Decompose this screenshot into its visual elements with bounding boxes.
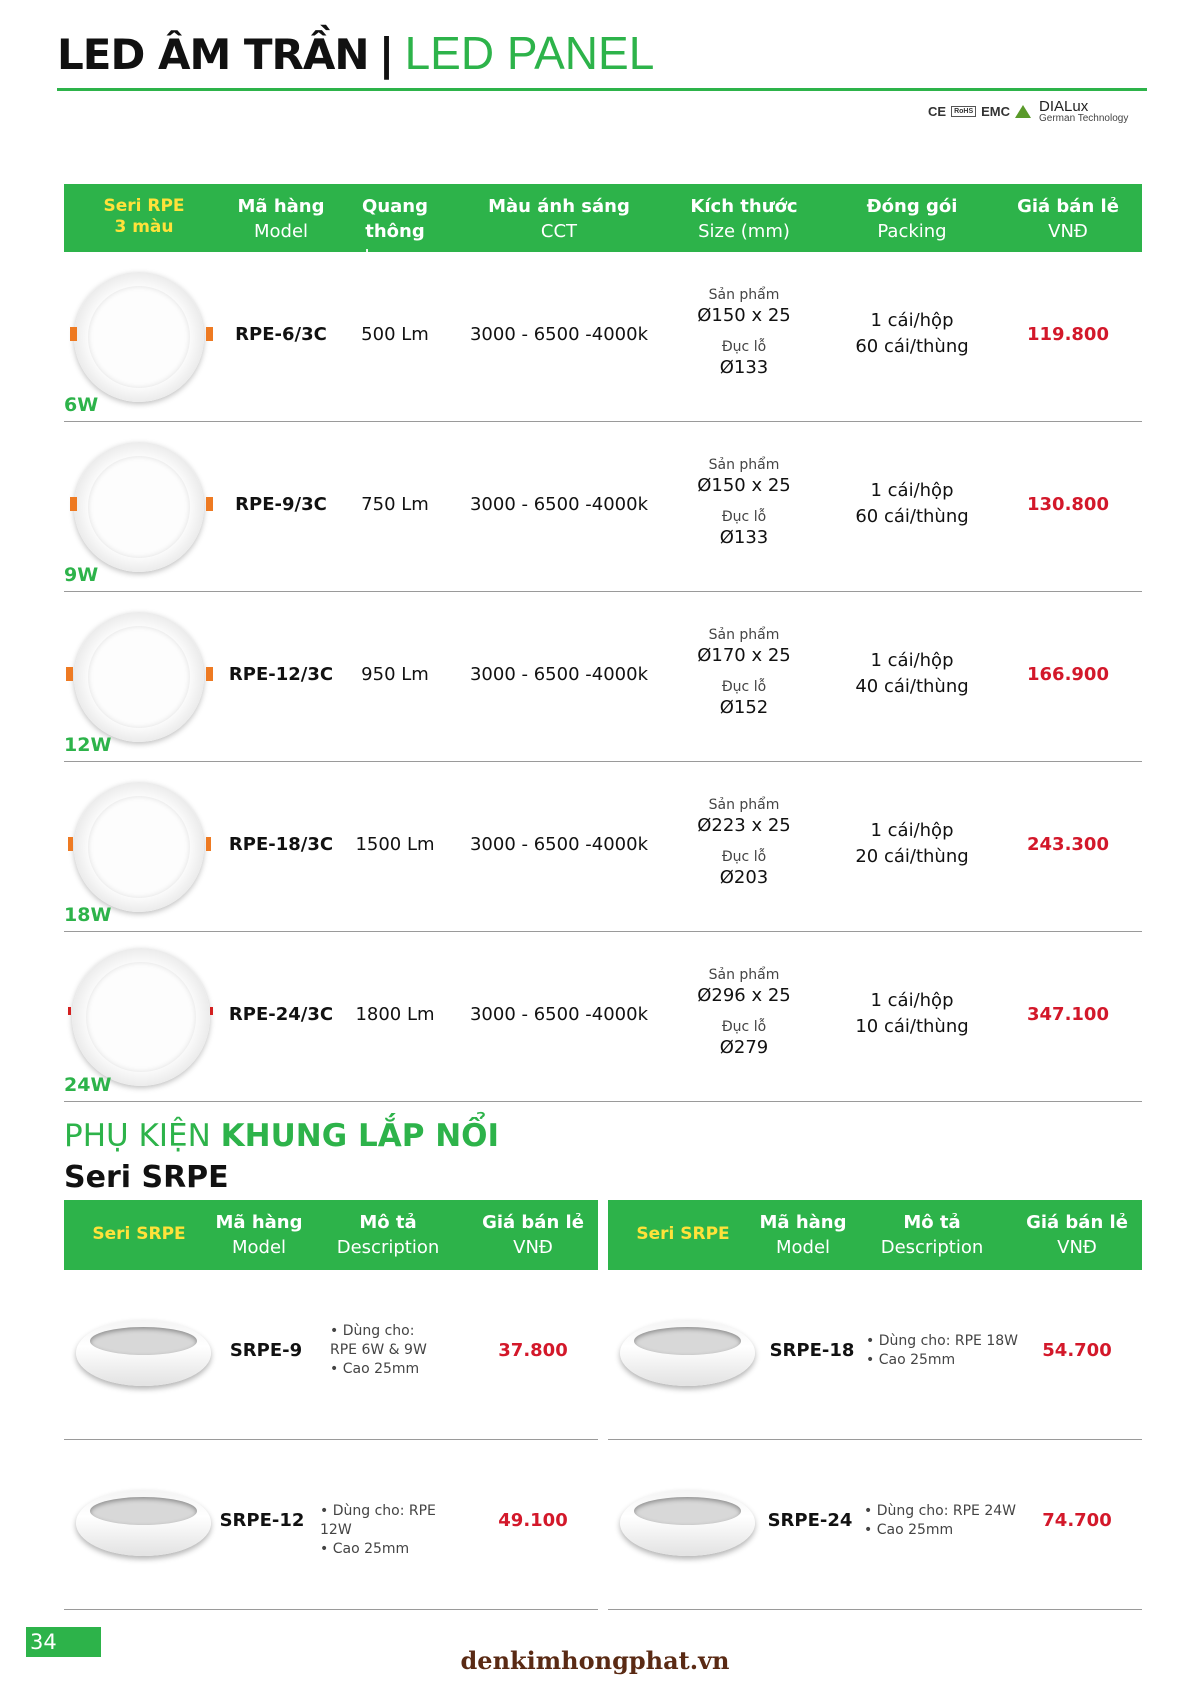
- packing-box: 1 cái/hộp: [870, 650, 954, 671]
- surface-frame-image: [76, 1320, 211, 1386]
- acc-header-series: [64, 1222, 214, 1247]
- recycle-icon: [1015, 105, 1031, 118]
- acc-header-price-l1: Giá bán lẻ: [1026, 1212, 1128, 1233]
- dialux-tagline: German Technology: [1039, 112, 1129, 124]
- row-divider: [608, 1609, 1142, 1610]
- packing-block: [832, 988, 992, 1040]
- header-model-l2: Model: [253, 221, 309, 242]
- packing-box: 1 cái/hộp: [870, 990, 954, 1011]
- lumen-value: 1800 Lm: [355, 1004, 435, 1025]
- rohs-logo: RoHS: [951, 106, 976, 117]
- surface-frame-image: [620, 1490, 755, 1556]
- acc-header-model-l1: Mã hàng: [759, 1212, 847, 1233]
- acc-header-model: [748, 1210, 858, 1260]
- ce-logo: CE: [928, 103, 947, 119]
- accessory-price: 54.700: [1042, 1340, 1112, 1361]
- table-header: [64, 184, 1142, 267]
- acc-header-desc-l1: Mô tả: [359, 1212, 417, 1233]
- retail-price: 166.900: [1027, 664, 1109, 685]
- spring-clip: [206, 837, 211, 851]
- model-code: RPE-24/3C: [228, 1004, 334, 1025]
- model-code: RPE-9/3C: [235, 494, 327, 515]
- cct-value: 3000 - 6500 -4000k: [469, 494, 648, 515]
- retail-price: 347.100: [1027, 1004, 1109, 1025]
- size-label: Sản phẩm: [708, 287, 780, 303]
- hole-value: Ø279: [719, 1037, 769, 1058]
- desc-line: RPE 6W & 9W: [330, 1342, 427, 1358]
- packing-carton: 60 cái/thùng: [855, 506, 969, 527]
- header-packing: [832, 194, 992, 244]
- wattage-label: 9W: [64, 564, 99, 586]
- header-lumen-l1: Quang thông: [362, 196, 428, 242]
- header-series-l2: 3 màu: [114, 217, 174, 237]
- packing-box: 1 cái/hộp: [870, 310, 954, 331]
- lumen-value: 750 Lm: [361, 494, 429, 515]
- acc-header-model-l1: Mã hàng: [215, 1212, 303, 1233]
- accessory-header-right: [608, 1200, 1142, 1270]
- table-row: [64, 762, 1142, 932]
- acc-header-series-l1: Seri SRPE: [636, 1224, 730, 1244]
- spring-clip: [206, 667, 213, 681]
- accessory-row: [608, 1270, 1142, 1440]
- acc-header-price-l1: Giá bán lẻ: [482, 1212, 584, 1233]
- header-cct-l2: CCT: [540, 221, 578, 242]
- accessory-description: [320, 1502, 470, 1559]
- accessory-price: 49.100: [498, 1510, 568, 1531]
- packing-box: 1 cái/hộp: [870, 480, 954, 501]
- cct-value: 3000 - 6500 -4000k: [469, 834, 648, 855]
- certification-logos: [928, 96, 1150, 126]
- acc-header-desc: [318, 1210, 458, 1260]
- accessory-description: [864, 1502, 1024, 1540]
- lumen-value: 950 Lm: [361, 664, 429, 685]
- retail-price: 130.800: [1027, 494, 1109, 515]
- hole-value: Ø203: [719, 867, 769, 888]
- packing-block: [832, 648, 992, 700]
- wattage-label: 6W: [64, 394, 99, 416]
- accessory-row: [64, 1440, 598, 1610]
- spring-clip: [70, 327, 77, 341]
- spring-clip: [210, 1007, 213, 1015]
- accessory-row: [64, 1270, 598, 1440]
- acc-header-price-l2: VNĐ: [513, 1237, 553, 1258]
- accessory-model: SRPE-24: [767, 1510, 853, 1531]
- cct-value: 3000 - 6500 -4000k: [469, 324, 648, 345]
- desc-line: • Cao 25mm: [864, 1522, 954, 1538]
- size-label: Sản phẩm: [708, 627, 780, 643]
- packing-block: [832, 478, 992, 530]
- header-cct-l1: Màu ánh sáng: [488, 196, 630, 217]
- dialux-name: DIALux: [1039, 97, 1089, 115]
- desc-line: • Dùng cho: RPE 24W: [864, 1503, 1016, 1519]
- desc-line: • Dùng cho: RPE 12W: [320, 1503, 436, 1538]
- packing-box: 1 cái/hộp: [870, 820, 954, 841]
- hole-label: Đục lỗ: [721, 509, 767, 525]
- acc-header-price-l2: VNĐ: [1057, 1237, 1097, 1258]
- acc-header-desc-l2: Description: [880, 1237, 984, 1258]
- spring-clip: [70, 497, 77, 511]
- dialux-logo: [1039, 99, 1128, 124]
- table-row: [64, 422, 1142, 592]
- spring-clip: [68, 837, 73, 851]
- website-watermark: denkimhongphat.vn: [460, 1646, 730, 1675]
- size-value: Ø150 x 25: [697, 475, 791, 496]
- size-value: Ø296 x 25: [697, 985, 791, 1006]
- header-series: [64, 196, 224, 238]
- panel-light-image: [74, 272, 204, 402]
- panel-light-image: [74, 612, 204, 742]
- desc-line: • Cao 25mm: [330, 1361, 420, 1377]
- lumen-value: 1500 Lm: [355, 834, 435, 855]
- header-model: [226, 194, 336, 244]
- size-label: Sản phẩm: [708, 457, 780, 473]
- header-price: [994, 194, 1142, 244]
- header-size-l2: Size (mm): [698, 221, 790, 242]
- accessory-title-light: PHỤ KIỆN: [64, 1118, 221, 1154]
- table-row: [64, 252, 1142, 422]
- row-divider: [64, 1609, 598, 1610]
- packing-carton: 40 cái/thùng: [855, 676, 969, 697]
- size-block: [664, 966, 824, 1060]
- panel-light-image: [72, 948, 210, 1086]
- spring-clip: [68, 1007, 71, 1015]
- header-series-l1: Seri RPE: [103, 196, 185, 216]
- header-price-l2: VNĐ: [1048, 221, 1088, 242]
- packing-carton: 60 cái/thùng: [855, 336, 969, 357]
- accessory-price: 74.700: [1042, 1510, 1112, 1531]
- spring-clip: [206, 327, 213, 341]
- header-size-l1: Kích thước: [690, 196, 798, 217]
- acc-header-series: [608, 1222, 758, 1247]
- desc-line: • Dùng cho: RPE 18W: [866, 1333, 1018, 1349]
- acc-header-model: [204, 1210, 314, 1260]
- size-block: [664, 626, 824, 720]
- accessory-model: SRPE-12: [219, 1510, 305, 1531]
- size-block: [664, 796, 824, 890]
- packing-block: [832, 308, 992, 360]
- page-title: [57, 26, 654, 80]
- emc-logo: EMC: [981, 103, 1011, 119]
- surface-frame-image: [620, 1320, 755, 1386]
- accessory-description: [330, 1322, 470, 1379]
- accessory-price: 37.800: [498, 1340, 568, 1361]
- spring-clip: [66, 667, 73, 681]
- accessory-title: [64, 1118, 499, 1154]
- header-size: [664, 194, 824, 244]
- header-model-l1: Mã hàng: [237, 196, 325, 217]
- size-label: Sản phẩm: [708, 797, 780, 813]
- page-number: 34: [26, 1627, 101, 1657]
- packing-carton: 20 cái/thùng: [855, 846, 969, 867]
- acc-header-price: [1012, 1210, 1142, 1260]
- hole-value: Ø133: [719, 357, 769, 378]
- hole-value: Ø152: [719, 697, 769, 718]
- cct-value: 3000 - 6500 -4000k: [469, 664, 648, 685]
- acc-header-model-l2: Model: [231, 1237, 287, 1258]
- packing-block: [832, 818, 992, 870]
- accessory-model: SRPE-9: [229, 1340, 303, 1361]
- model-code: RPE-12/3C: [228, 664, 334, 685]
- acc-header-price: [468, 1210, 598, 1260]
- acc-header-model-l2: Model: [775, 1237, 831, 1258]
- hole-value: Ø133: [719, 527, 769, 548]
- accessory-subtitle: Seri SRPE: [64, 1160, 229, 1195]
- packing-carton: 10 cái/thùng: [855, 1016, 969, 1037]
- title-main: LED ÂM TRẦN: [57, 30, 369, 79]
- title-sub: LED PANEL: [404, 27, 655, 79]
- acc-header-desc-l1: Mô tả: [903, 1212, 961, 1233]
- accessory-model: SRPE-18: [769, 1340, 855, 1361]
- wattage-label: 18W: [64, 904, 112, 926]
- title-rule: [57, 88, 1147, 91]
- panel-light-image: [74, 442, 204, 572]
- hole-label: Đục lỗ: [721, 849, 767, 865]
- header-price-l1: Giá bán lẻ: [1017, 196, 1119, 217]
- desc-line: • Cao 25mm: [320, 1541, 410, 1557]
- cct-value: 3000 - 6500 -4000k: [469, 1004, 648, 1025]
- retail-price: 243.300: [1027, 834, 1109, 855]
- title-separator: |: [378, 29, 395, 80]
- spring-clip: [206, 497, 213, 511]
- accessory-row: [608, 1440, 1142, 1610]
- acc-header-desc: [862, 1210, 1002, 1260]
- model-code: RPE-18/3C: [228, 834, 334, 855]
- wattage-label: 12W: [64, 734, 112, 756]
- size-value: Ø223 x 25: [697, 815, 791, 836]
- table-row: [64, 932, 1142, 1102]
- row-divider: [64, 1101, 1142, 1102]
- lumen-value: 500 Lm: [361, 324, 429, 345]
- accessory-description: [866, 1332, 1026, 1370]
- hole-label: Đục lỗ: [721, 1019, 767, 1035]
- accessory-title-bold: KHUNG LẮP NỔI: [220, 1118, 500, 1154]
- wattage-label: 24W: [64, 1074, 112, 1096]
- surface-frame-image: [76, 1490, 211, 1556]
- retail-price: 119.800: [1027, 324, 1109, 345]
- hole-label: Đục lỗ: [721, 679, 767, 695]
- header-packing-l1: Đóng gói: [866, 196, 958, 217]
- desc-line: • Cao 25mm: [866, 1352, 956, 1368]
- header-packing-l2: Packing: [877, 221, 947, 242]
- header-cct: [464, 194, 654, 244]
- acc-header-series-l1: Seri SRPE: [92, 1224, 186, 1244]
- desc-line: • Dùng cho:: [330, 1323, 415, 1339]
- hole-label: Đục lỗ: [721, 339, 767, 355]
- table-row: [64, 592, 1142, 762]
- acc-header-desc-l2: Description: [336, 1237, 440, 1258]
- panel-light-image: [74, 782, 204, 912]
- size-label: Sản phẩm: [708, 967, 780, 983]
- model-code: RPE-6/3C: [235, 324, 327, 345]
- accessory-header-left: [64, 1200, 598, 1270]
- size-value: Ø170 x 25: [697, 645, 791, 666]
- size-block: [664, 456, 824, 550]
- size-block: [664, 286, 824, 380]
- header-lumen-l2: Lumen: [364, 246, 426, 267]
- size-value: Ø150 x 25: [697, 305, 791, 326]
